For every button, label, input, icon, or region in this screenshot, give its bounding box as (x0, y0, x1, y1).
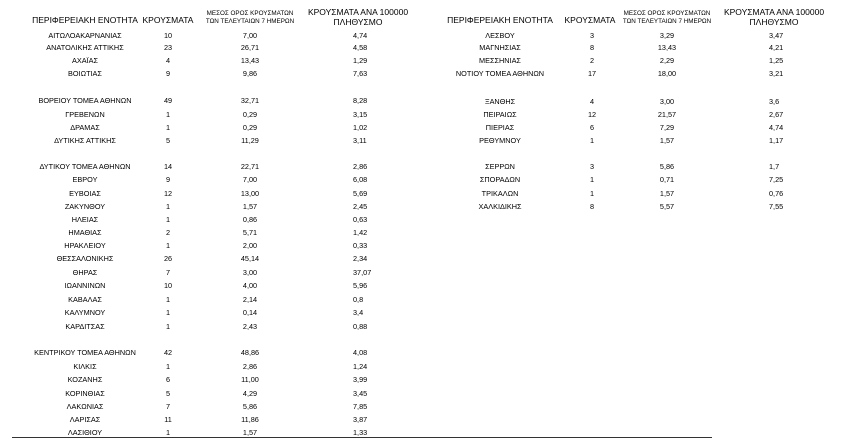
seven-day-average: 7,29 (659, 123, 675, 132)
seven-day-average: 9,86 (242, 69, 258, 78)
seven-day-average: 1,57 (242, 202, 258, 211)
region-name: ΑΙΤΩΛΟΑΚΑΡΝΑΝΙΑΣ (48, 31, 122, 40)
region-name: ΗΡΑΚΛΕΙΟΥ (64, 241, 106, 250)
case-count: 17 (587, 69, 597, 78)
rate-per-100k: 1,02 (353, 123, 368, 132)
rate-per-100k: 0,8 (353, 295, 364, 304)
seven-day-average: 2,43 (242, 322, 258, 331)
seven-day-average: 5,57 (659, 202, 675, 211)
region-name: ΗΛΕΙΑΣ (71, 215, 99, 224)
seven-day-average: 45,14 (240, 254, 260, 263)
region-name: ΑΧΑΪΑΣ (71, 56, 98, 65)
case-count: 1 (165, 202, 171, 211)
case-count: 4 (589, 97, 595, 106)
rate-per-100k: 7,85 (353, 402, 368, 411)
case-count: 1 (165, 362, 171, 371)
case-count: 5 (165, 136, 171, 145)
left-header-avg-line1: ΜΕΣΟΣ ΟΡΟΣ ΚΡΟΥΣΜΑΤΩΝ (206, 10, 294, 17)
seven-day-average: 11,00 (241, 375, 259, 384)
case-count: 2 (165, 228, 171, 237)
rate-per-100k: 2,67 (769, 110, 784, 119)
seven-day-average: 4,29 (242, 389, 258, 398)
rate-per-100k: 1,42 (353, 228, 368, 237)
right-header-region: ΠΕΡΙΦΕΡΕΙΑΚΗ ΕΝΟΤΗΤΑ (447, 15, 553, 25)
region-name: ΛΑΡΙΣΑΣ (69, 415, 101, 424)
case-count: 26 (163, 254, 173, 263)
seven-day-average: 11,86 (241, 415, 259, 424)
seven-day-average: 2,86 (242, 362, 258, 371)
case-count: 1 (589, 189, 595, 198)
case-count: 1 (165, 241, 171, 250)
right-header-avg-line1: ΜΕΣΟΣ ΟΡΟΣ ΚΡΟΥΣΜΑΤΩΝ (623, 10, 711, 17)
rate-per-100k: 4,74 (769, 123, 784, 132)
left-header-rate-line1: ΚΡΟΥΣΜΑΤΑ ΑΝΑ 100000 (307, 7, 409, 17)
region-name: ΠΕΙΡΑΙΩΣ (483, 110, 517, 119)
region-name: ΝΟΤΙΟΥ ΤΟΜΕΑ ΑΘΗΝΩΝ (455, 69, 545, 78)
rate-per-100k: 5,69 (353, 189, 368, 198)
region-name: ΣΕΡΡΩΝ (485, 162, 515, 171)
region-name: ΒΟΙΩΤΙΑΣ (68, 69, 102, 78)
rate-per-100k: 37,07 (353, 268, 372, 277)
right-header-avg-line2: ΤΩΝ ΤΕΛΕΥΤΑΙΩΝ 7 ΗΜΕΡΩΝ (622, 18, 712, 25)
region-name: ΛΕΣΒΟΥ (485, 31, 515, 40)
seven-day-average: 7,00 (242, 31, 258, 40)
case-count: 8 (589, 43, 595, 52)
seven-day-average: 32,71 (240, 96, 260, 105)
case-count: 1 (165, 322, 171, 331)
left-header-avg-line2: ΤΩΝ ΤΕΛΕΥΤΑΙΩΝ 7 ΗΜΕΡΩΝ (205, 18, 295, 25)
left-header-cases: ΚΡΟΥΣΜΑΤΑ (142, 15, 194, 25)
rate-per-100k: 1,33 (353, 428, 368, 437)
right-header-rate (713, 7, 835, 27)
seven-day-average: 3,00 (242, 268, 258, 277)
rate-per-100k: 4,21 (769, 43, 784, 52)
region-name: ΚΑΡΔΙΤΣΑΣ (65, 322, 105, 331)
rate-per-100k: 7,25 (769, 175, 784, 184)
region-name: ΜΕΣΣΗΝΙΑΣ (479, 56, 521, 65)
case-count: 1 (165, 308, 171, 317)
left-header-rate (298, 7, 418, 27)
rate-per-100k: 8,28 (353, 96, 368, 105)
region-name: ΧΑΛΚΙΔΙΚΗΣ (478, 202, 522, 211)
rate-per-100k: 1,7 (769, 162, 780, 171)
seven-day-average: 0,71 (659, 175, 675, 184)
case-count: 49 (163, 96, 173, 105)
region-name: ΛΑΣΙΘΙΟΥ (67, 428, 103, 437)
seven-day-average: 4,00 (242, 281, 258, 290)
seven-day-average: 1,57 (242, 428, 258, 437)
case-count: 9 (165, 69, 171, 78)
case-count: 1 (589, 136, 595, 145)
seven-day-average: 3,00 (659, 97, 675, 106)
region-name: ΚΟΖΑΝΗΣ (67, 375, 103, 384)
region-name: ΚΟΡΙΝΘΙΑΣ (65, 389, 105, 398)
region-name: ΑΝΑΤΟΛΙΚΗΣ ΑΤΤΙΚΗΣ (46, 43, 124, 52)
rate-per-100k: 0,33 (353, 241, 368, 250)
rate-per-100k: 3,87 (353, 415, 368, 424)
seven-day-average: 2,00 (242, 241, 258, 250)
seven-day-average: 1,57 (659, 189, 675, 198)
rate-per-100k: 6,08 (353, 175, 368, 184)
case-count: 1 (165, 110, 171, 119)
seven-day-average: 2,14 (242, 295, 258, 304)
seven-day-average: 0,14 (242, 308, 258, 317)
rate-per-100k: 2,86 (353, 162, 368, 171)
case-count: 6 (165, 375, 171, 384)
seven-day-average: 26,71 (240, 43, 260, 52)
seven-day-average: 5,86 (659, 162, 675, 171)
rate-per-100k: 2,34 (353, 254, 368, 263)
region-name: ΔΥΤΙΚΗΣ ΑΤΤΙΚΗΣ (54, 136, 116, 145)
case-count: 5 (165, 389, 171, 398)
rate-per-100k: 4,08 (353, 348, 368, 357)
seven-day-average: 7,00 (242, 175, 258, 184)
rate-per-100k: 1,24 (353, 362, 368, 371)
seven-day-average: 48,86 (240, 348, 260, 357)
region-name: ΕΒΡΟΥ (72, 175, 98, 184)
region-name: ΠΙΕΡΙΑΣ (485, 123, 515, 132)
rate-per-100k: 3,15 (353, 110, 368, 119)
region-name: ΖΑΚΥΝΘΟΥ (64, 202, 106, 211)
case-count: 4 (165, 56, 171, 65)
case-count: 1 (165, 295, 171, 304)
right-header-rate-line1: ΚΡΟΥΣΜΑΤΑ ΑΝΑ 100000 (723, 7, 825, 17)
region-name: ΞΑΝΘΗΣ (484, 97, 516, 106)
seven-day-average: 1,57 (659, 136, 675, 145)
region-name: ΣΠΟΡΑΔΩΝ (479, 175, 521, 184)
case-count: 12 (163, 189, 173, 198)
rate-per-100k: 7,55 (769, 202, 784, 211)
right-header-rate-line2: ΠΛΗΘΥΣΜΟ (749, 17, 799, 27)
case-count: 3 (589, 31, 595, 40)
case-count: 7 (165, 268, 171, 277)
rate-per-100k: 0,88 (353, 322, 368, 331)
rate-per-100k: 7,63 (353, 69, 368, 78)
seven-day-average: 13,43 (657, 43, 677, 52)
region-name: ΒΟΡΕΙΟΥ ΤΟΜΕΑ ΑΘΗΝΩΝ (38, 96, 132, 105)
region-name: ΕΥΒΟΙΑΣ (69, 189, 101, 198)
region-name: ΜΑΓΝΗΣΙΑΣ (479, 43, 521, 52)
region-name: ΚΕΝΤΡΙΚΟΥ ΤΟΜΕΑ ΑΘΗΝΩΝ (34, 348, 136, 357)
seven-day-average: 21,57 (657, 110, 677, 119)
rate-per-100k: 4,58 (353, 43, 368, 52)
case-count: 1 (165, 123, 171, 132)
case-count: 42 (163, 348, 173, 357)
region-name: ΓΡΕΒΕΝΩΝ (65, 110, 105, 119)
rate-per-100k: 5,96 (353, 281, 368, 290)
case-count: 6 (589, 123, 595, 132)
region-name: ΚΑΛΥΜΝΟΥ (64, 308, 106, 317)
seven-day-average: 18,00 (657, 69, 677, 78)
region-name: ΡΕΘΥΜΝΟΥ (479, 136, 521, 145)
rate-per-100k: 3,11 (353, 136, 367, 145)
rate-per-100k: 3,45 (353, 389, 368, 398)
left-header-region: ΠΕΡΙΦΕΡΕΙΑΚΗ ΕΝΟΤΗΤΑ (32, 15, 138, 25)
case-count: 10 (163, 281, 173, 290)
region-name: ΔΥΤΙΚΟΥ ΤΟΜΕΑ ΑΘΗΝΩΝ (39, 162, 131, 171)
region-name: ΘΗΡΑΣ (72, 268, 98, 277)
case-count: 12 (587, 110, 597, 119)
seven-day-average: 11,29 (241, 136, 259, 145)
left-header-rate-line2: ΠΛΗΘΥΣΜΟ (333, 17, 383, 27)
region-name: ΙΩΑΝΝΙΝΩΝ (64, 281, 106, 290)
rate-per-100k: 4,74 (353, 31, 368, 40)
rate-per-100k: 3,21 (769, 69, 784, 78)
case-count: 14 (163, 162, 173, 171)
case-count: 8 (589, 202, 595, 211)
case-count: 11 (164, 415, 172, 424)
left-header-avg (195, 10, 305, 26)
region-name: ΛΑΚΩΝΙΑΣ (66, 402, 104, 411)
seven-day-average: 13,43 (240, 56, 260, 65)
rate-per-100k: 3,99 (353, 375, 368, 384)
right-header-cases: ΚΡΟΥΣΜΑΤΑ (564, 15, 616, 25)
case-count: 7 (165, 402, 171, 411)
seven-day-average: 0,29 (242, 123, 258, 132)
region-name: ΚΑΒΑΛΑΣ (68, 295, 102, 304)
seven-day-average: 5,86 (242, 402, 258, 411)
seven-day-average: 5,71 (242, 228, 258, 237)
region-name: ΔΡΑΜΑΣ (70, 123, 100, 132)
seven-day-average: 22,71 (240, 162, 260, 171)
seven-day-average: 2,29 (659, 56, 675, 65)
region-name: ΘΕΣΣΑΛΟΝΙΚΗΣ (56, 254, 114, 263)
bottom-divider (12, 437, 712, 438)
case-count: 2 (589, 56, 595, 65)
region-name: ΗΜΑΘΙΑΣ (68, 228, 102, 237)
rate-per-100k: 1,25 (769, 56, 784, 65)
seven-day-average: 13,00 (240, 189, 260, 198)
case-count: 9 (165, 175, 171, 184)
rate-per-100k: 2,45 (353, 202, 368, 211)
case-count: 1 (165, 215, 171, 224)
case-count: 1 (165, 428, 171, 437)
right-header-avg (612, 10, 722, 26)
region-name: ΤΡΙΚΑΛΩΝ (481, 189, 519, 198)
rate-per-100k: 3,47 (769, 31, 784, 40)
rate-per-100k: 3,4 (353, 308, 364, 317)
case-count: 23 (163, 43, 173, 52)
region-name: ΚΙΛΚΙΣ (73, 362, 97, 371)
rate-per-100k: 3,6 (769, 97, 780, 106)
case-count: 1 (589, 175, 595, 184)
rate-per-100k: 1,17 (769, 136, 784, 145)
case-count: 3 (589, 162, 595, 171)
rate-per-100k: 0,63 (353, 215, 368, 224)
rate-per-100k: 0,76 (769, 189, 784, 198)
rate-per-100k: 1,29 (353, 56, 368, 65)
seven-day-average: 0,86 (242, 215, 258, 224)
seven-day-average: 3,29 (659, 31, 675, 40)
seven-day-average: 0,29 (242, 110, 258, 119)
case-count: 10 (163, 31, 173, 40)
